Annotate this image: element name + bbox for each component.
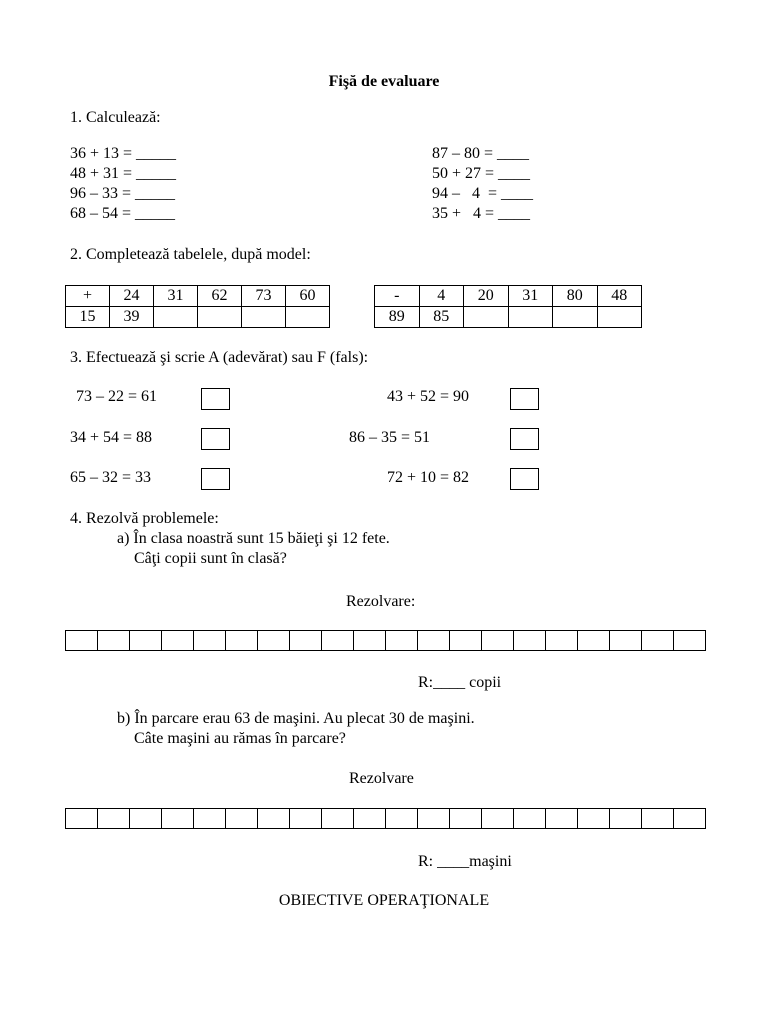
statement-4: 86 – 35 = 51 — [349, 429, 431, 446]
problem-a-question: Câţi copii sunt în clasă? — [134, 550, 287, 567]
table-cell: 4 — [419, 286, 464, 307]
problem-a-answer: R:____ copii — [418, 674, 502, 691]
answer-box-2[interactable] — [510, 388, 539, 410]
problem-a-rezolvare-label: Rezolvare: — [346, 593, 416, 610]
table-cell: 80 — [553, 286, 598, 307]
table-cell: 85 — [419, 307, 464, 328]
table-cell: 62 — [198, 286, 242, 307]
ex1-right-3: 94 – 4 = ____ — [432, 185, 534, 202]
table-cell: 73 — [242, 286, 286, 307]
table-cell: 39 — [110, 307, 154, 328]
table-cell: 48 — [597, 286, 642, 307]
table-input-cell[interactable] — [464, 307, 509, 328]
problem-b-answer-grid[interactable] — [65, 808, 706, 829]
ex1-left-1: 36 + 13 = _____ — [70, 145, 177, 162]
statement-6: 72 + 10 = 82 — [387, 469, 470, 486]
answer-box-5[interactable] — [201, 468, 230, 490]
statement-1: 73 – 22 = 61 — [76, 388, 158, 405]
problem-b-rezolvare-label: Rezolvare — [349, 770, 414, 787]
table-input-cell[interactable] — [597, 307, 642, 328]
table-cell: + — [66, 286, 110, 307]
statement-3: 34 + 54 = 88 — [70, 429, 153, 446]
table-input-cell[interactable] — [508, 307, 553, 328]
ex1-right-1: 87 – 80 = ____ — [432, 145, 530, 162]
table-cell: 31 — [154, 286, 198, 307]
table-input-cell[interactable] — [286, 307, 330, 328]
ex1-right-2: 50 + 27 = ____ — [432, 165, 531, 182]
answer-box-1[interactable] — [201, 388, 230, 410]
answer-box-6[interactable] — [510, 468, 539, 490]
table-cell: 31 — [508, 286, 553, 307]
statement-5: 65 – 32 = 33 — [70, 469, 152, 486]
table-cell: 15 — [66, 307, 110, 328]
table-subtraction — [374, 285, 642, 328]
ex1-right-4: 35 + 4 = ____ — [432, 205, 531, 222]
ex1-heading: 1. Calculează: — [70, 109, 161, 126]
table-input-cell[interactable] — [198, 307, 242, 328]
answer-box-4[interactable] — [510, 428, 539, 450]
table-cell: 60 — [286, 286, 330, 307]
ex3-heading: 3. Efectuează şi scrie A (adevărat) sau F (fals): — [70, 349, 369, 366]
page-title: Fişă de evaluare — [328, 73, 440, 90]
ex1-left-3: 96 – 33 = _____ — [70, 185, 176, 202]
table-addition — [65, 285, 330, 328]
section-heading-objectives: OBIECTIVE OPERAŢIONALE — [278, 892, 490, 909]
statement-2: 43 + 52 = 90 — [387, 388, 470, 405]
answer-box-3[interactable] — [201, 428, 230, 450]
table-input-cell[interactable] — [242, 307, 286, 328]
ex4-heading: 4. Rezolvă problemele: — [70, 510, 219, 527]
problem-b-answer: R: ____maşini — [418, 853, 512, 870]
table-cell: - — [375, 286, 420, 307]
ex1-left-2: 48 + 31 = _____ — [70, 165, 177, 182]
ex2-heading: 2. Completează tabelele, după model: — [70, 246, 311, 263]
table-cell: 20 — [464, 286, 509, 307]
problem-b-text: b) În parcare erau 63 de maşini. Au plecat 30 de maşini. — [117, 710, 475, 727]
problem-a-text: a) În clasa noastră sunt 15 băieţi şi 12 fete. — [117, 530, 390, 547]
table-input-cell[interactable] — [154, 307, 198, 328]
table-cell: 89 — [375, 307, 420, 328]
problem-a-answer-grid[interactable] — [65, 630, 706, 651]
table-input-cell[interactable] — [553, 307, 598, 328]
problem-b-question: Câte maşini au rămas în parcare? — [134, 730, 346, 747]
table-cell: 24 — [110, 286, 154, 307]
ex1-left-4: 68 – 54 = _____ — [70, 205, 176, 222]
